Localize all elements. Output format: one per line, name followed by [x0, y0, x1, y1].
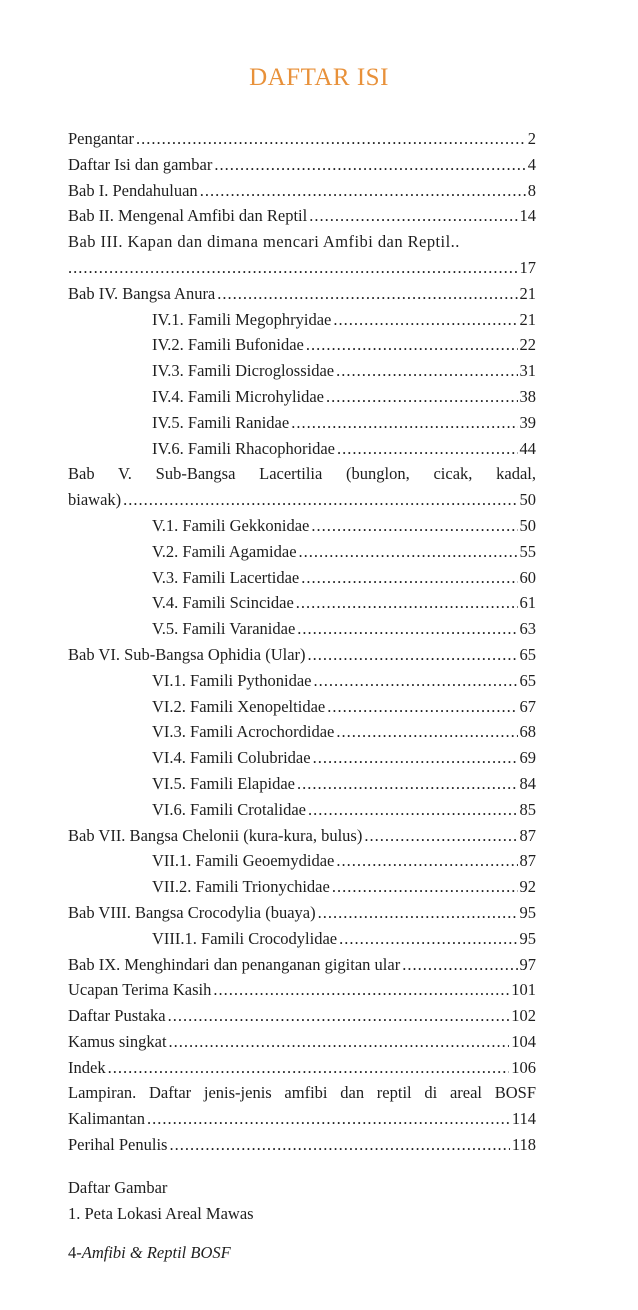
toc-entry-label: IV.2. Famili Bufonidae [152, 335, 304, 355]
toc-leader-dots [326, 384, 517, 410]
toc-page-number: 60 [519, 567, 536, 587]
toc-page-number: 8 [527, 180, 536, 200]
toc-subentry [68, 384, 536, 410]
toc-page-number: 17 [519, 257, 536, 277]
toc-entry-label: Bab II. Mengenal Amfibi dan Reptil [68, 206, 308, 226]
toc-leader-dots [336, 848, 517, 874]
toc-leader-dots [301, 565, 517, 591]
toc-leader-dots [169, 1029, 510, 1055]
toc-leader-dots [308, 642, 518, 668]
toc-entry-label: Bab V. Sub-Bangsa Lacertilia (bunglon, cicak, kadal, [68, 464, 536, 484]
toc-page-number: 21 [519, 309, 536, 329]
toc-entry-label: VI.2. Famili Xenopeltidae [152, 696, 326, 716]
toc-entry-label: IV.4. Famili Microhylidae [152, 386, 325, 406]
toc-entry-label: Bab VII. Bangsa Chelonii (kura-kura, bulus) [68, 825, 363, 845]
toc-page-number: 63 [519, 619, 536, 639]
toc-leader-dots [136, 126, 526, 152]
toc-page-number: 97 [519, 954, 536, 974]
toc-entry-label: VII.1. Famili Geoemydidae [152, 851, 335, 871]
toc-leader-dots [364, 823, 517, 849]
table-of-contents [68, 126, 536, 1158]
toc-entry-label: IV.6. Famili Rhacophoridae [152, 438, 335, 458]
toc-subentry [68, 410, 536, 436]
toc-leader-dots [313, 745, 518, 771]
toc-entry [68, 152, 536, 178]
toc-entry-label: VIII.1. Famili Crocodylidae [152, 928, 338, 948]
toc-page-number: 65 [519, 670, 536, 690]
toc-leader-dots [332, 874, 518, 900]
toc-entry [68, 900, 536, 926]
toc-subentry [68, 590, 536, 616]
toc-entry-label: Daftar Pustaka [68, 1006, 166, 1026]
toc-page-number: 50 [519, 515, 536, 535]
toc-entry-label: IV.1. Famili Megophryidae [152, 309, 332, 329]
toc-page-number: 21 [519, 283, 536, 303]
toc-page-number: 95 [519, 928, 536, 948]
page-title: DAFTAR ISI [249, 64, 389, 91]
toc-leader-dots [217, 281, 517, 307]
toc-page-number: 68 [519, 722, 536, 742]
toc-page-number: 114 [511, 1109, 536, 1129]
toc-entry-label: VI.4. Famili Colubridae [152, 748, 311, 768]
toc-entry-label-continued: Kalimantan [68, 1109, 145, 1129]
toc-page-number: 95 [519, 902, 536, 922]
toc-page-number: 44 [519, 438, 536, 458]
toc-page-number: 104 [511, 1031, 536, 1051]
toc-page-number: 118 [511, 1135, 536, 1155]
toc-entry-label: VII.2. Famili Trionychidae [152, 877, 330, 897]
toc-page-number: 67 [519, 696, 536, 716]
toc-leader-dots [314, 668, 518, 694]
toc-subentry [68, 358, 536, 384]
footer-page-number: 4- [68, 1243, 82, 1262]
toc-entry [68, 823, 536, 849]
toc-page-number: 55 [519, 541, 536, 561]
toc-leader-dots [402, 952, 517, 978]
toc-subentry [68, 436, 536, 462]
toc-entry [68, 203, 536, 229]
toc-leader-dots [123, 487, 517, 513]
toc-entry-label: V.5. Famili Varanidae [152, 619, 296, 639]
toc-leader-dots [336, 358, 517, 384]
toc-entry-label: VI.3. Famili Acrochordidae [152, 722, 335, 742]
toc-subentry [68, 539, 536, 565]
toc-subentry [68, 797, 536, 823]
toc-entry-label: Perihal Penulis [68, 1135, 168, 1155]
toc-entry-label: Bab III. Kapan dan dimana mencari Amfibi dan Reptil.. [68, 232, 460, 252]
toc-leader-dots [327, 694, 517, 720]
toc-entry [68, 1055, 536, 1081]
toc-page-number: 87 [519, 851, 536, 871]
toc-page-number: 4 [527, 154, 536, 174]
toc-subentry [68, 874, 536, 900]
toc-leader-dots [336, 719, 517, 745]
toc-leader-dots [306, 332, 518, 358]
toc-page-number: 102 [511, 1006, 536, 1026]
toc-entry [68, 281, 536, 307]
toc-leader-dots [333, 307, 517, 333]
toc-entry [68, 487, 536, 513]
toc-subentry [68, 332, 536, 358]
toc-leader-dots [296, 590, 518, 616]
toc-entry-label: VI.1. Famili Pythonidae [152, 670, 312, 690]
toc-entry [68, 977, 536, 1003]
toc-entry-label: V.2. Famili Agamidae [152, 541, 297, 561]
toc-entry [68, 642, 536, 668]
toc-leader-dots [339, 926, 517, 952]
toc-entry [68, 1003, 536, 1029]
toc-subentry [68, 668, 536, 694]
toc-subentry [68, 926, 536, 952]
toc-subentry [68, 565, 536, 591]
toc-entry-label: Indek [68, 1057, 106, 1077]
toc-entry-label: Pengantar [68, 129, 134, 148]
toc-page-number: 22 [519, 335, 536, 355]
toc-subentry [68, 745, 536, 771]
toc-page-number: 84 [519, 773, 536, 793]
toc-subentry [68, 616, 536, 642]
figure-list-heading: Daftar Gambar [68, 1178, 168, 1197]
toc-entry-label: Kamus singkat [68, 1031, 167, 1051]
toc-subentry [68, 848, 536, 874]
toc-entry [68, 1106, 536, 1132]
toc-leader-dots [311, 513, 517, 539]
toc-leader-dots [214, 152, 525, 178]
figure-list [68, 1175, 536, 1227]
toc-page-number: 101 [511, 980, 536, 1000]
toc-subentry [68, 771, 536, 797]
toc-entry [68, 952, 536, 978]
toc-entry-label: Lampiran. Daftar jenis-jenis amfibi dan reptil di areal BOSF [68, 1083, 536, 1103]
toc-leader-dots [169, 1132, 509, 1158]
toc-subentry [68, 694, 536, 720]
toc-entry [68, 1029, 536, 1055]
toc-subentry [68, 307, 536, 333]
toc-leader-dots [309, 203, 517, 229]
toc-leader-dots [337, 436, 518, 462]
toc-entry-label: IV.3. Famili Dicroglossidae [152, 361, 335, 381]
footer-book-title: Amfibi & Reptil BOSF [81, 1243, 231, 1262]
toc-leader-dots [147, 1106, 510, 1132]
toc-leader-dots [318, 900, 518, 926]
toc-page-number: 69 [519, 748, 536, 768]
toc-entry-label: VI.6. Famili Crotalidae [152, 799, 306, 819]
page-footer [68, 1240, 231, 1266]
toc-entry-label: Daftar Isi dan gambar [68, 154, 213, 174]
toc-entry-label: V.3. Famili Lacertidae [152, 567, 300, 587]
toc-page-number: 65 [519, 644, 536, 664]
toc-entry-label: Ucapan Terima Kasih [68, 980, 212, 1000]
toc-entry [68, 1132, 536, 1158]
toc-leader-dots [299, 539, 518, 565]
toc-page-number: 61 [519, 593, 536, 613]
toc-page-number: 92 [519, 877, 536, 897]
toc-page-number: 38 [519, 386, 536, 406]
toc-subentry [68, 719, 536, 745]
toc-entry-label: V.1. Famili Gekkonidae [152, 515, 310, 535]
toc-subentry [68, 513, 536, 539]
toc-leader-dots [213, 977, 509, 1003]
toc-page-number: 2 [527, 129, 536, 148]
toc-page-number: 50 [519, 490, 536, 510]
toc-leader-dots [297, 616, 517, 642]
toc-entry-label: Bab VIII. Bangsa Crocodylia (buaya) [68, 902, 316, 922]
toc-leader-dots [108, 1055, 510, 1081]
toc-entry-label: VI.5. Famili Elapidae [152, 773, 295, 793]
toc-leader-dots [308, 797, 518, 823]
toc-entry-label: IV.5. Famili Ranidae [152, 412, 290, 432]
toc-page-number: 31 [519, 361, 536, 381]
toc-entry-line [68, 229, 536, 255]
toc-leader-dots [297, 771, 518, 797]
toc-leader-dots [291, 410, 517, 436]
toc-page-number: 87 [519, 825, 536, 845]
toc-entry [68, 126, 536, 152]
figure-list-item: 1. Peta Lokasi Areal Mawas [68, 1204, 254, 1223]
toc-entry-label: V.4. Famili Scincidae [152, 593, 294, 613]
toc-entry-label-continued: biawak) [68, 490, 122, 510]
toc-leader-dots [68, 255, 518, 281]
toc-page-number: 14 [519, 206, 536, 226]
toc-entry [68, 178, 536, 204]
toc-page-number: 106 [511, 1057, 536, 1077]
toc-entry-label: Bab I. Pendahuluan [68, 180, 198, 200]
toc-leader-dots [168, 1003, 510, 1029]
toc-entry-label: Bab VI. Sub-Bangsa Ophidia (Ular) [68, 644, 306, 664]
toc-page-number: 39 [519, 412, 536, 432]
toc-entry [68, 255, 536, 281]
toc-entry-label: Bab IV. Bangsa Anura [68, 283, 216, 303]
toc-leader-dots [200, 178, 526, 204]
toc-entry-label: Bab IX. Menghindari dan penanganan gigitan ular [68, 954, 401, 974]
toc-page-number: 85 [519, 799, 536, 819]
